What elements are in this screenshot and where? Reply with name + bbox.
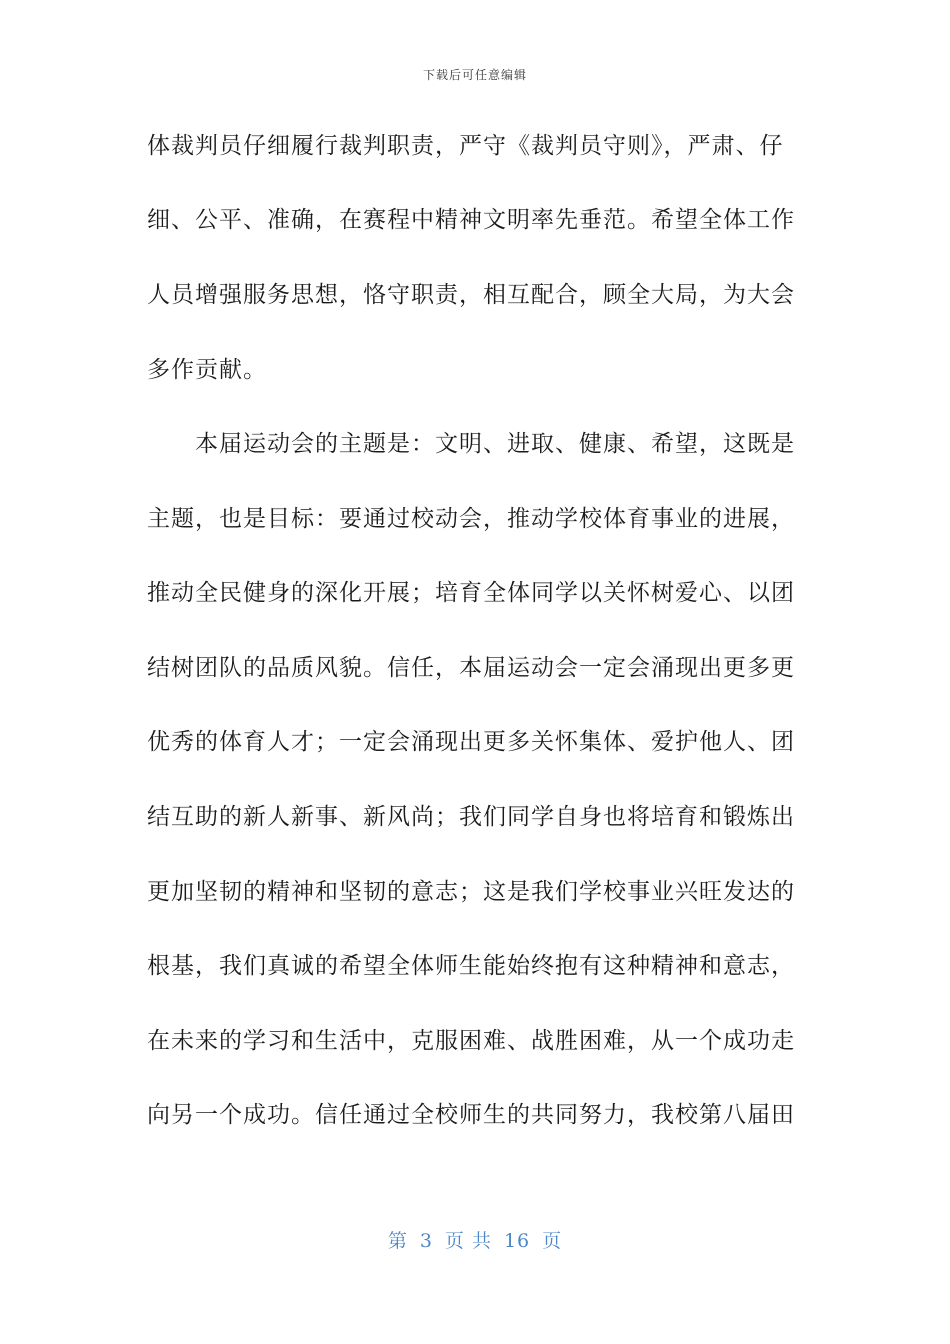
text-line: 推动全民健身的深化开展；培育全体同学以关怀树爱心、以团	[147, 580, 795, 606]
page-header-note: 下载后可任意编辑	[422, 68, 527, 82]
text-line: 在未来的学习和生活中，克服困难、战胜困难，从一个成功走	[147, 1028, 795, 1054]
footer-middle: 页 共	[444, 1230, 492, 1252]
text-line: 体裁判员仔细履行裁判职责，严守《裁判员守则》，严肃、仔	[147, 133, 784, 159]
text-line: 向另一个成功。信任通过全校师生的共同努力，我校第八届田	[147, 1102, 795, 1128]
footer-total-pages: 16	[503, 1230, 531, 1252]
text-line: 根基，我们真诚的希望全体师生能始终抱有这种精神和意志，	[147, 953, 795, 979]
text-line: 主题，也是目标：要通过校动会，推动学校体育事业的进展，	[147, 506, 795, 532]
text-line: 本届运动会的主题是：文明、进取、健康、希望，这既是	[147, 431, 795, 457]
text-line: 优秀的体育人才；一定会涌现出更多关怀集体、爱护他人、团	[147, 729, 795, 755]
text-line: 人员增强服务思想，恪守职责，相互配合，顾全大局，为大会	[147, 282, 795, 308]
footer-suffix: 页	[542, 1230, 563, 1252]
text-line: 结互助的新人新事、新风尚；我们同学自身也将培育和锻炼出	[147, 804, 795, 830]
page-footer	[0, 1226, 950, 1253]
text-line: 结树团队的品质风貌。信任，本届运动会一定会涌现出更多更	[147, 655, 795, 681]
footer-prefix: 第	[387, 1230, 408, 1252]
text-line: 更加坚韧的精神和坚韧的意志；这是我们学校事业兴旺发达的	[147, 879, 795, 905]
text-line: 细、公平、准确，在赛程中精神文明率先垂范。希望全体工作	[147, 207, 795, 233]
text-line: 多作贡献。	[147, 357, 267, 383]
footer-current-page: 3	[419, 1230, 433, 1252]
